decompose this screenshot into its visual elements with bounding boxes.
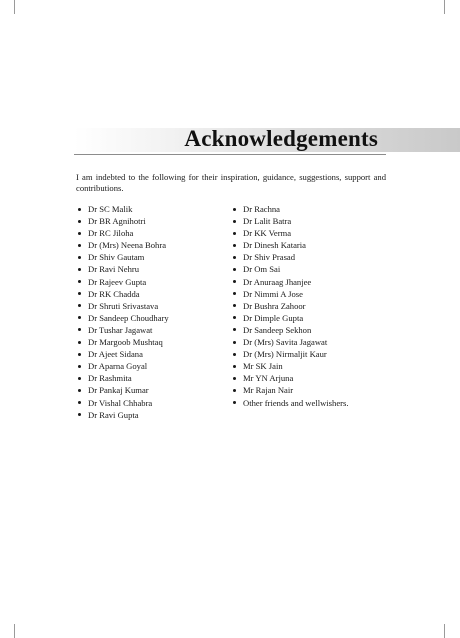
crop-mark-bottom-right xyxy=(444,624,445,638)
list-item: Dr Nimmi A Jose xyxy=(233,288,393,300)
title-rule xyxy=(74,154,386,155)
list-item: Dr BR Agnihotri xyxy=(78,215,228,227)
crop-mark-bottom-left xyxy=(14,624,15,638)
list-item: Other friends and wellwishers. xyxy=(233,397,393,409)
list-item: Dr Om Sai xyxy=(233,263,393,275)
list-item: Dr RK Chadda xyxy=(78,288,228,300)
list-item: Dr Sandeep Sekhon xyxy=(233,324,393,336)
crop-mark-top-right xyxy=(444,0,445,14)
list-item: Dr Ajeet Sidana xyxy=(78,348,228,360)
list-item: Dr Ravi Gupta xyxy=(78,409,228,421)
list-item: Dr RC Jiloha xyxy=(78,227,228,239)
intro-paragraph: I am indebted to the following for their inspiration, guidance, suggestions, support and contributions. xyxy=(76,172,386,193)
crop-mark-top-left xyxy=(14,0,15,14)
acknowledgement-list-right xyxy=(233,203,393,409)
list-item: Mr SK Jain xyxy=(233,360,393,372)
list-item: Dr (Mrs) Nirmaljit Kaur xyxy=(233,348,393,360)
list-item: Dr Ravi Nehru xyxy=(78,263,228,275)
list-item: Mr YN Arjuna xyxy=(233,372,393,384)
list-item: Dr Vishal Chhabra xyxy=(78,397,228,409)
list-item: Dr Rashmita xyxy=(78,372,228,384)
list-item: Dr Bushra Zahoor xyxy=(233,300,393,312)
list-item: Dr SC Malik xyxy=(78,203,228,215)
list-item: Mr Rajan Nair xyxy=(233,384,393,396)
list-item: Dr Rajeev Gupta xyxy=(78,276,228,288)
list-item: Dr Dinesh Kataria xyxy=(233,239,393,251)
acknowledgement-list-left xyxy=(78,203,228,421)
list-item: Dr (Mrs) Savita Jagawat xyxy=(233,336,393,348)
list-item: Dr Shiv Gautam xyxy=(78,251,228,263)
list-item: Dr Anuraag Jhanjee xyxy=(233,276,393,288)
list-item: Dr Lalit Batra xyxy=(233,215,393,227)
list-item: Dr Tushar Jagawat xyxy=(78,324,228,336)
list-item: Dr Shruti Srivastava xyxy=(78,300,228,312)
list-item: Dr Margoob Mushtaq xyxy=(78,336,228,348)
list-item: Dr Sandeep Choudhary xyxy=(78,312,228,324)
list-item: Dr (Mrs) Neena Bohra xyxy=(78,239,228,251)
list-item: Dr KK Verma xyxy=(233,227,393,239)
page-title: Acknowledgements xyxy=(184,126,378,151)
list-item: Dr Shiv Prasad xyxy=(233,251,393,263)
list-item: Dr Pankaj Kumar xyxy=(78,384,228,396)
list-item: Dr Rachna xyxy=(233,203,393,215)
list-item: Dr Dimple Gupta xyxy=(233,312,393,324)
list-item: Dr Aparna Goyal xyxy=(78,360,228,372)
